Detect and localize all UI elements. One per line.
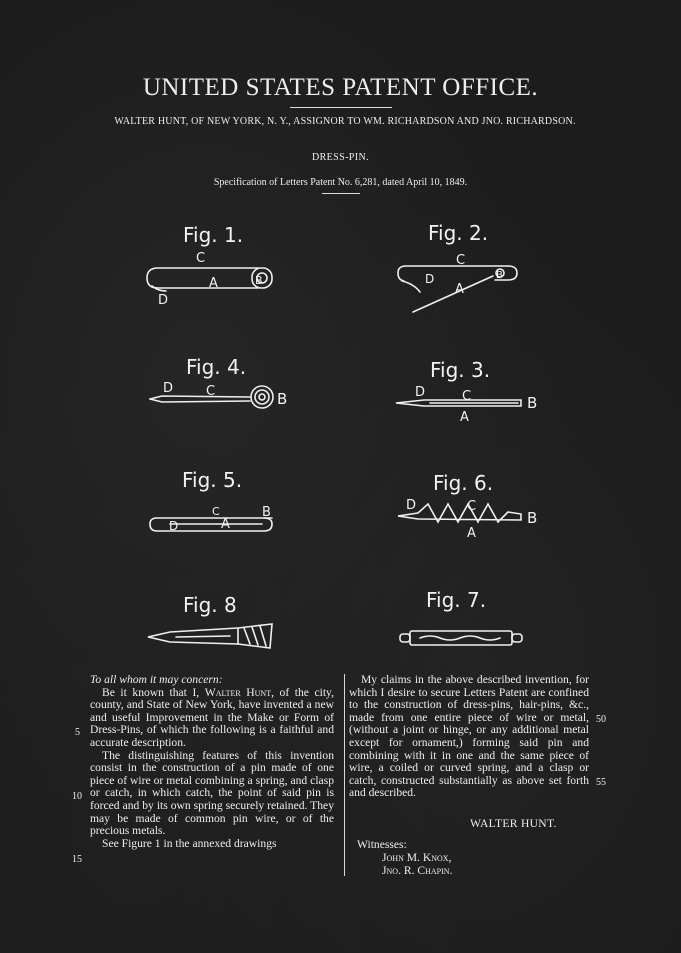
- fig2-drawing: [398, 221, 517, 312]
- fig5-label: C: [212, 505, 220, 518]
- fig4-label: C: [206, 384, 216, 399]
- inventor-name: Walter Hunt: [204, 685, 272, 699]
- fig6-drawing: [398, 471, 537, 541]
- inventor-signature: WALTER HUNT.: [470, 817, 557, 830]
- fig5-label: D: [169, 519, 179, 533]
- fig3-label: D: [415, 385, 426, 400]
- paragraph-figure: See Figure 1 in the annexed drawings: [102, 836, 277, 850]
- greeting: To all whom it may concern:: [90, 673, 223, 686]
- fig8-drawing: [148, 593, 272, 648]
- fig5-label: A: [221, 517, 230, 532]
- fig1-label: A: [209, 276, 218, 291]
- fig2-label: D: [425, 272, 435, 286]
- line-number: 15: [72, 854, 82, 865]
- paragraph-features: The distinguishing features of this invention consist in the construction of a pin made of one piece of wire or metal combining a spring, and clasp or catch, in which catch, the point of said pin is forced and by its own spring securely retained. They may be made of common pin wire, or of the precious metals.: [90, 748, 334, 838]
- fig3-label: C: [462, 389, 472, 404]
- fig8-title: Fig. 8: [183, 593, 237, 617]
- fig6-label: B: [527, 509, 538, 527]
- witnesses-label: Witnesses:: [357, 838, 407, 851]
- fig6-label: D: [406, 498, 417, 513]
- witness-name: John M. Knox,: [382, 851, 452, 864]
- fig1-label: D: [158, 293, 169, 308]
- office-title: UNITED STATES PATENT OFFICE.: [142, 74, 539, 101]
- fig7-title: Fig. 7.: [426, 588, 487, 612]
- fig2-label: C: [456, 253, 466, 268]
- fig6-label: A: [467, 526, 476, 541]
- fig2-label: A: [455, 282, 464, 297]
- line-number: 55: [596, 777, 606, 788]
- subject-line: DRESS-PIN.: [311, 152, 370, 163]
- paragraph-intro: Be it known that I, Walter Hunt, of the city, county, and State of New York, have invented a new and useful Improvement in the Make or Form of Dress-Pins, of which the following is a faithful and accurate description.: [90, 685, 334, 749]
- fig2-label: B: [496, 270, 503, 281]
- fig5-drawing: [150, 468, 272, 533]
- line-number: 5: [75, 727, 80, 738]
- paragraph-claims: My claims in the above described invention, for which I desire to secure Letters Patent are confined to the construction of dress-pins, hair-pins, &c., made from one entire piece of wire or metal, (without a joint or hinge, or any additional metal except for ornament,) forming said pin and combining with it in one and the same piece of wire, a coiled or curved spring, and a clasp or catch, constructed substantially as above set forth and described.: [349, 673, 589, 800]
- fig1-label: B: [255, 274, 263, 287]
- fig1-title: Fig. 1.: [183, 223, 244, 247]
- inventor-line: WALTER HUNT, OF NEW YORK, N. Y., ASSIGNOR TO WM. RICHARDSON AND JNO. RICHARDSON.: [114, 116, 576, 127]
- fig5-label: B: [262, 505, 271, 520]
- fig1-label: C: [196, 251, 206, 266]
- fig3-label: B: [527, 394, 538, 412]
- fig3-drawing: [396, 358, 537, 425]
- fig4-label: B: [277, 390, 288, 408]
- column-divider: [344, 674, 345, 876]
- line-number: 50: [596, 714, 606, 725]
- fig4-label: D: [163, 381, 174, 396]
- text-column-left: [90, 674, 334, 850]
- witness-name: Jno. R. Chapin.: [382, 864, 453, 877]
- fig4-title: Fig. 4.: [186, 355, 247, 379]
- specification-line: Specification of Letters Patent No. 6,281, dated April 10, 1849.: [213, 177, 468, 188]
- fig6-title: Fig. 6.: [433, 471, 494, 495]
- fig3-title: Fig. 3.: [430, 358, 491, 382]
- fig4-drawing: [150, 355, 287, 408]
- fig6-label: C: [467, 499, 477, 514]
- fig7-drawing: [400, 588, 522, 645]
- fig2-title: Fig. 2.: [428, 221, 489, 245]
- witnesses-block: [357, 838, 452, 877]
- text-column-right: [349, 674, 589, 800]
- fig1-drawing: [147, 223, 272, 308]
- fig5-title: Fig. 5.: [182, 468, 243, 492]
- line-number: 10: [72, 791, 82, 802]
- fig3-label: A: [460, 410, 469, 425]
